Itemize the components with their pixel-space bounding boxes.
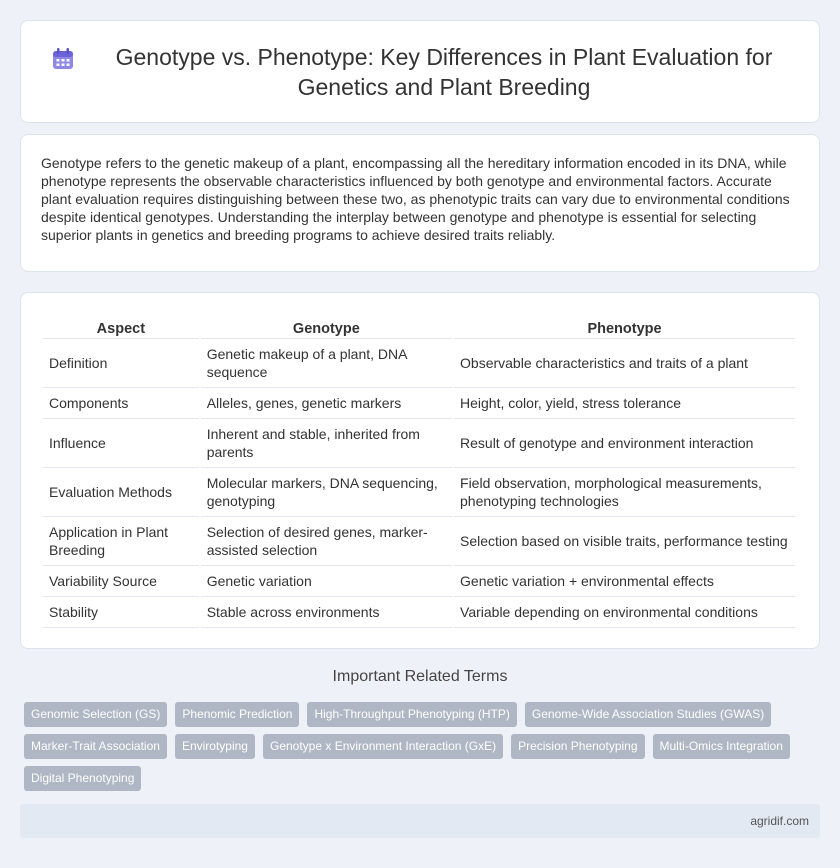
title-card: [20, 20, 820, 123]
tag-digital-phenotyping[interactable]: Digital Phenotyping: [24, 766, 141, 791]
cell-aspect: Evaluation Methods: [43, 468, 199, 517]
tag-gxe[interactable]: Genotype x Environment Interaction (GxE): [263, 734, 503, 759]
tag-phenomic-prediction[interactable]: Phenomic Prediction: [175, 702, 299, 727]
cell-genotype: Selection of desired genes, marker-assisted selection: [201, 517, 452, 566]
tag-genomic-selection[interactable]: Genomic Selection (GS): [24, 702, 167, 727]
tag-high-throughput-phenotyping[interactable]: High-Throughput Phenotyping (HTP): [307, 702, 516, 727]
tag-gwas[interactable]: Genome-Wide Association Studies (GWAS): [525, 702, 771, 727]
tag-multi-omics[interactable]: Multi-Omics Integration: [653, 734, 790, 759]
footer: [20, 804, 820, 838]
cell-phenotype: Genetic variation + environmental effects: [454, 566, 795, 597]
table-card: [20, 292, 820, 649]
intro-paragraph: Genotype refers to the genetic makeup of a plant, encompassing all the hereditary information encoded in its DNA, while phenotype represents the observable characteristics influenced by both genotype and environmental factors. Accurate plant evaluation requires distinguishing between these two, as phenotypic traits can vary due to environmental conditions despite identical genotypes. Understanding the interplay between genotype and phenotype is essential for selecting superior plants in genetics and breeding programs to achieve desired traits reliably.: [41, 155, 790, 243]
table-row: [43, 419, 795, 468]
tag-marker-trait-association[interactable]: Marker-Trait Association: [24, 734, 167, 759]
related-terms-list: [24, 702, 820, 791]
cell-genotype: Molecular markers, DNA sequencing, genotyping: [201, 468, 452, 517]
cell-aspect: Influence: [43, 419, 199, 468]
cell-genotype: Genetic makeup of a plant, DNA sequence: [201, 339, 452, 388]
table-row: [43, 339, 795, 388]
cell-aspect: Variability Source: [43, 566, 199, 597]
intro-card: [20, 134, 820, 272]
table-header-row: [43, 313, 795, 339]
header-aspect: Aspect: [43, 313, 199, 339]
header-genotype: Genotype: [201, 313, 452, 339]
table-row: [43, 597, 795, 628]
cell-genotype: Stable across environments: [201, 597, 452, 628]
cell-phenotype: Variable depending on environmental conditions: [454, 597, 795, 628]
cell-genotype: Alleles, genes, genetic markers: [201, 388, 452, 419]
tag-precision-phenotyping[interactable]: Precision Phenotyping: [511, 734, 644, 759]
calendar-icon: [50, 46, 76, 72]
cell-aspect: Definition: [43, 339, 199, 388]
cell-genotype: Inherent and stable, inherited from parents: [201, 419, 452, 468]
page-title: Genotype vs. Phenotype: Key Differences in Plant Evaluation for Genetics and Plant Breeding: [115, 43, 773, 100]
table-row: [43, 468, 795, 517]
cell-phenotype: Result of genotype and environment interaction: [454, 419, 795, 468]
cell-phenotype: Height, color, yield, stress tolerance: [454, 388, 795, 419]
cell-phenotype: Selection based on visible traits, performance testing: [454, 517, 795, 566]
tag-envirotyping[interactable]: Envirotyping: [175, 734, 255, 759]
cell-genotype: Genetic variation: [201, 566, 452, 597]
comparison-table: [41, 313, 797, 628]
header-phenotype: Phenotype: [454, 313, 795, 339]
table-row: [43, 566, 795, 597]
cell-phenotype: Field observation, morphological measurements, phenotyping technologies: [454, 468, 795, 517]
cell-phenotype: Observable characteristics and traits of a plant: [454, 339, 795, 388]
footer-site-link[interactable]: agridif.com: [750, 814, 809, 828]
table-row: [43, 388, 795, 419]
cell-aspect: Application in Plant Breeding: [43, 517, 199, 566]
title-wrap: [50, 42, 790, 102]
cell-aspect: Components: [43, 388, 199, 419]
table-row: [43, 517, 795, 566]
related-terms-heading: Important Related Terms: [332, 668, 508, 685]
cell-aspect: Stability: [43, 597, 199, 628]
